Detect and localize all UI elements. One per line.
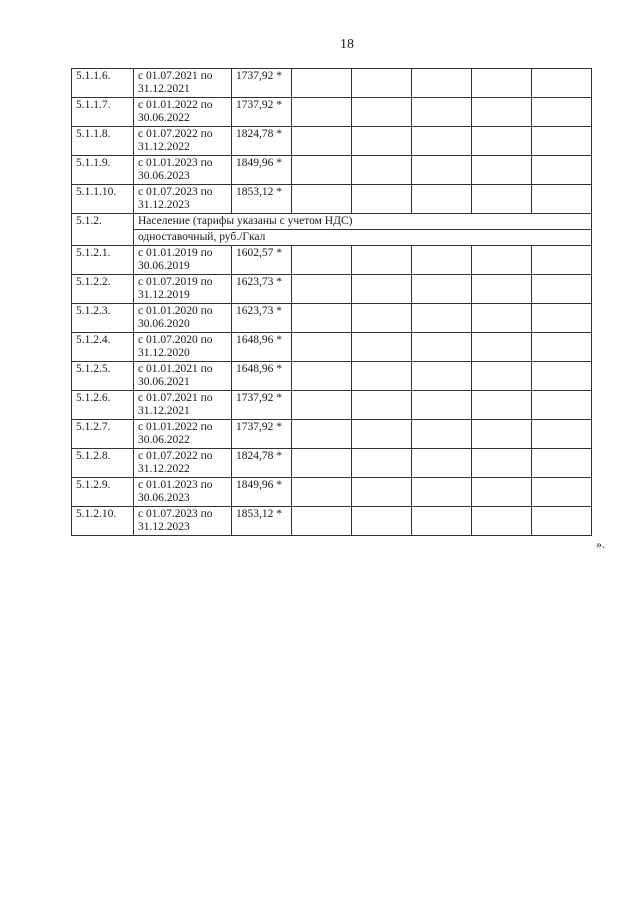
section-subtitle: одноставочный, руб./Гкал [134,230,592,246]
empty-cell [532,507,592,536]
empty-cell [532,185,592,214]
row-code: 5.1.1.8. [72,127,134,156]
row-period: с 01.01.2022 по 30.06.2022 [134,98,232,127]
empty-cell [292,246,352,275]
empty-cell [532,246,592,275]
empty-cell [352,275,412,304]
page-number: 18 [340,37,354,52]
empty-cell [292,507,352,536]
tariff-table [71,68,592,536]
row-code: 5.1.1.6. [72,69,134,98]
empty-cell [532,304,592,333]
empty-cell [532,478,592,507]
section-code: 5.1.2. [72,214,134,246]
row-code: 5.1.2.6. [72,391,134,420]
table-row [72,478,592,507]
empty-cell [472,185,532,214]
row-period: с 01.07.2023 по 31.12.2023 [134,507,232,536]
row-period: с 01.07.2019 по 31.12.2019 [134,275,232,304]
row-code: 5.1.2.5. [72,362,134,391]
row-period: с 01.07.2021 по 31.12.2021 [134,69,232,98]
section-title: Население (тарифы указаны с учетом НДС) [134,214,592,230]
row-code: 5.1.2.1. [72,246,134,275]
empty-cell [412,156,472,185]
empty-cell [412,478,472,507]
empty-cell [472,127,532,156]
empty-cell [352,420,412,449]
table-row [72,420,592,449]
empty-cell [292,420,352,449]
empty-cell [412,185,472,214]
empty-cell [412,420,472,449]
table-row [72,449,592,478]
row-code: 5.1.1.10. [72,185,134,214]
empty-cell [532,391,592,420]
row-value: 1737,92 * [232,420,292,449]
empty-cell [472,246,532,275]
section-header [72,214,592,246]
empty-cell [532,449,592,478]
empty-cell [292,391,352,420]
empty-cell [352,98,412,127]
empty-cell [292,275,352,304]
empty-cell [292,478,352,507]
row-value: 1849,96 * [232,156,292,185]
row-code: 5.1.2.4. [72,333,134,362]
row-period: с 01.01.2023 по 30.06.2023 [134,156,232,185]
row-value: 1623,73 * [232,304,292,333]
empty-cell [472,362,532,391]
row-period: с 01.01.2021 по 30.06.2021 [134,362,232,391]
empty-cell [412,246,472,275]
empty-cell [292,185,352,214]
empty-cell [352,362,412,391]
row-code: 5.1.2.3. [72,304,134,333]
empty-cell [532,333,592,362]
empty-cell [472,304,532,333]
empty-cell [292,127,352,156]
row-code: 5.1.2.10. [72,507,134,536]
empty-cell [472,449,532,478]
empty-cell [292,304,352,333]
table-row [72,246,592,275]
row-code: 5.1.2.2. [72,275,134,304]
empty-cell [352,185,412,214]
row-value: 1853,12 * [232,185,292,214]
empty-cell [292,362,352,391]
empty-cell [352,156,412,185]
empty-cell [352,449,412,478]
empty-cell [412,333,472,362]
row-period: с 01.07.2023 по 31.12.2023 [134,185,232,214]
table-row [72,69,592,98]
empty-cell [472,98,532,127]
closing-quote: ». [596,537,605,551]
row-code: 5.1.1.7. [72,98,134,127]
empty-cell [412,449,472,478]
row-period: с 01.07.2020 по 31.12.2020 [134,333,232,362]
empty-cell [412,275,472,304]
empty-cell [412,362,472,391]
table-row [72,185,592,214]
row-period: с 01.07.2022 по 31.12.2022 [134,449,232,478]
empty-cell [532,98,592,127]
table-row [72,362,592,391]
row-period: с 01.07.2021 по 31.12.2021 [134,391,232,420]
section-subtitle-row [72,230,592,246]
row-value: 1623,73 * [232,275,292,304]
row-period: с 01.07.2022 по 31.12.2022 [134,127,232,156]
empty-cell [532,275,592,304]
row-period: с 01.01.2019 по 30.06.2019 [134,246,232,275]
empty-cell [532,69,592,98]
empty-cell [472,156,532,185]
row-code: 5.1.1.9. [72,156,134,185]
empty-cell [472,391,532,420]
empty-cell [352,391,412,420]
row-value: 1824,78 * [232,127,292,156]
row-value: 1602,57 * [232,246,292,275]
empty-cell [412,304,472,333]
empty-cell [352,478,412,507]
empty-cell [532,362,592,391]
empty-cell [472,478,532,507]
empty-cell [352,507,412,536]
empty-cell [472,69,532,98]
table-row [72,304,592,333]
table-row [72,507,592,536]
table-row [72,333,592,362]
table-row [72,127,592,156]
empty-cell [472,420,532,449]
empty-cell [472,507,532,536]
table-row [72,98,592,127]
table-row [72,391,592,420]
empty-cell [352,69,412,98]
empty-cell [532,127,592,156]
row-value: 1737,92 * [232,98,292,127]
empty-cell [352,127,412,156]
table-row [72,275,592,304]
empty-cell [352,246,412,275]
row-code: 5.1.2.7. [72,420,134,449]
section-title-row [72,214,592,230]
row-value: 1824,78 * [232,449,292,478]
empty-cell [532,420,592,449]
empty-cell [292,333,352,362]
row-value: 1737,92 * [232,391,292,420]
row-value: 1648,96 * [232,362,292,391]
empty-cell [532,156,592,185]
empty-cell [472,275,532,304]
empty-cell [412,391,472,420]
row-value: 1737,92 * [232,69,292,98]
row-period: с 01.01.2023 по 30.06.2023 [134,478,232,507]
empty-cell [412,98,472,127]
empty-cell [412,507,472,536]
empty-cell [352,304,412,333]
row-period: с 01.01.2022 по 30.06.2022 [134,420,232,449]
row-value: 1853,12 * [232,507,292,536]
tariff-table-body-1 [72,69,592,214]
empty-cell [472,333,532,362]
row-code: 5.1.2.8. [72,449,134,478]
row-period: с 01.01.2020 по 30.06.2020 [134,304,232,333]
empty-cell [292,98,352,127]
empty-cell [352,333,412,362]
empty-cell [292,156,352,185]
table-row [72,156,592,185]
empty-cell [412,127,472,156]
empty-cell [292,449,352,478]
row-value: 1849,96 * [232,478,292,507]
row-code: 5.1.2.9. [72,478,134,507]
tariff-table-body-2 [72,246,592,536]
empty-cell [412,69,472,98]
empty-cell [292,69,352,98]
row-value: 1648,96 * [232,333,292,362]
